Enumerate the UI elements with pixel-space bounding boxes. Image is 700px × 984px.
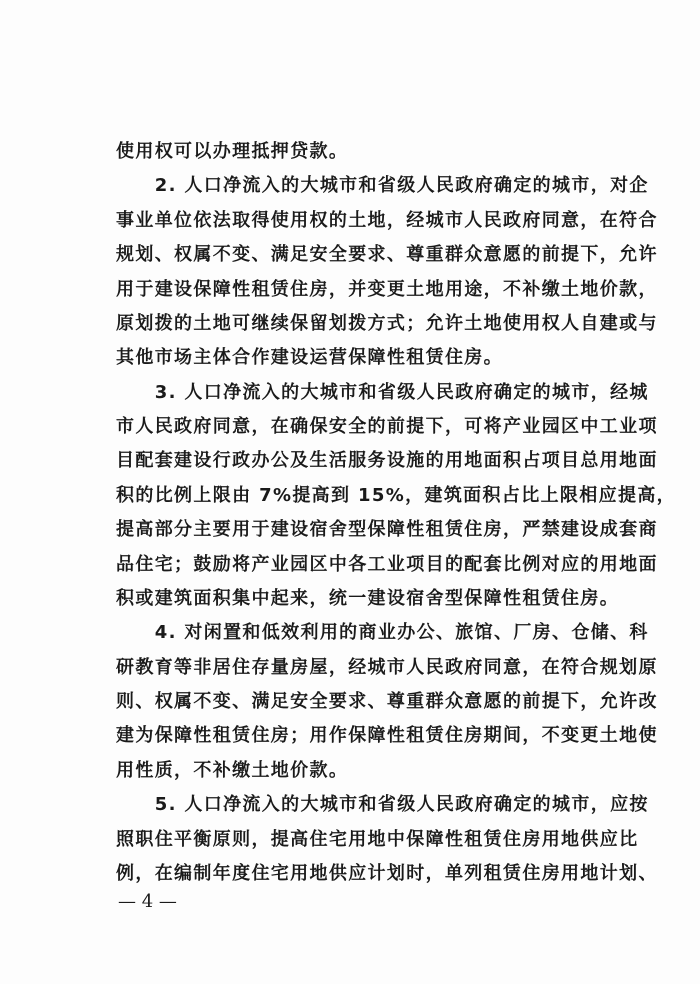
text-line: 积的比例上限由 7%提高到 15%，建筑面积占比上限相应提高， — [116, 485, 677, 506]
text-line: 5. 人口净流入的大城市和省级人民政府确定的城市，应按 — [116, 794, 649, 815]
text-line: 用性质，不补缴土地价款。 — [116, 760, 349, 781]
page-number: — 4 — — [118, 891, 177, 912]
text-line: 研教育等非居住存量房屋，经城市人民政府同意，在符合规划原 — [116, 657, 658, 678]
text-line: 目配套建设行政办公及生活服务设施的用地面积占项目总用地面 — [116, 450, 658, 471]
text-line: 用于建设保障性租赁住房，并变更土地用途，不补缴土地价款， — [116, 279, 658, 300]
text-line: 品住宅；鼓励将产业园区中各工业项目的配套比例对应的用地面 — [116, 554, 658, 575]
text-line: 其他市场主体合作建设运营保障性租赁住房。 — [116, 347, 503, 368]
text-line: 例，在编制年度住宅用地供应计划时，单列租赁住房用地计划、 — [116, 863, 658, 884]
text-line: 照职住平衡原则，提高住宅用地中保障性租赁住房用地供应比 — [116, 829, 639, 850]
text-line: 3. 人口净流入的大城市和省级人民政府确定的城市，经城 — [116, 382, 649, 403]
text-line: 原划拨的土地可继续保留划拨方式；允许土地使用权人自建或与 — [116, 313, 658, 334]
text-line: 2. 人口净流入的大城市和省级人民政府确定的城市，对企 — [116, 175, 649, 196]
text-line: 市人民政府同意，在确保安全的前提下，可将产业园区中工业项 — [116, 416, 658, 437]
text-line: 事业单位依法取得使用权的土地，经城市人民政府同意，在符合 — [116, 210, 658, 231]
text-line: 4. 对闲置和低效利用的商业办公、旅馆、厂房、仓储、科 — [116, 622, 649, 643]
text-line: 则、权属不变、满足安全要求、尊重群众意愿的前提下，允许改 — [116, 691, 658, 712]
text-line: 建为保障性租赁住房；用作保障性租赁住房期间，不变更土地使 — [116, 725, 658, 746]
text-line: 积或建筑面积集中起来，统一建设宿舍型保障性租赁住房。 — [116, 588, 620, 609]
text-line: 使用权可以办理抵押贷款。 — [116, 141, 349, 162]
text-line: 规划、权属不变、满足安全要求、尊重群众意愿的前提下，允许 — [116, 244, 658, 265]
text-line: 提高部分主要用于建设宿舍型保障性租赁住房，严禁建设成套商 — [116, 519, 658, 540]
